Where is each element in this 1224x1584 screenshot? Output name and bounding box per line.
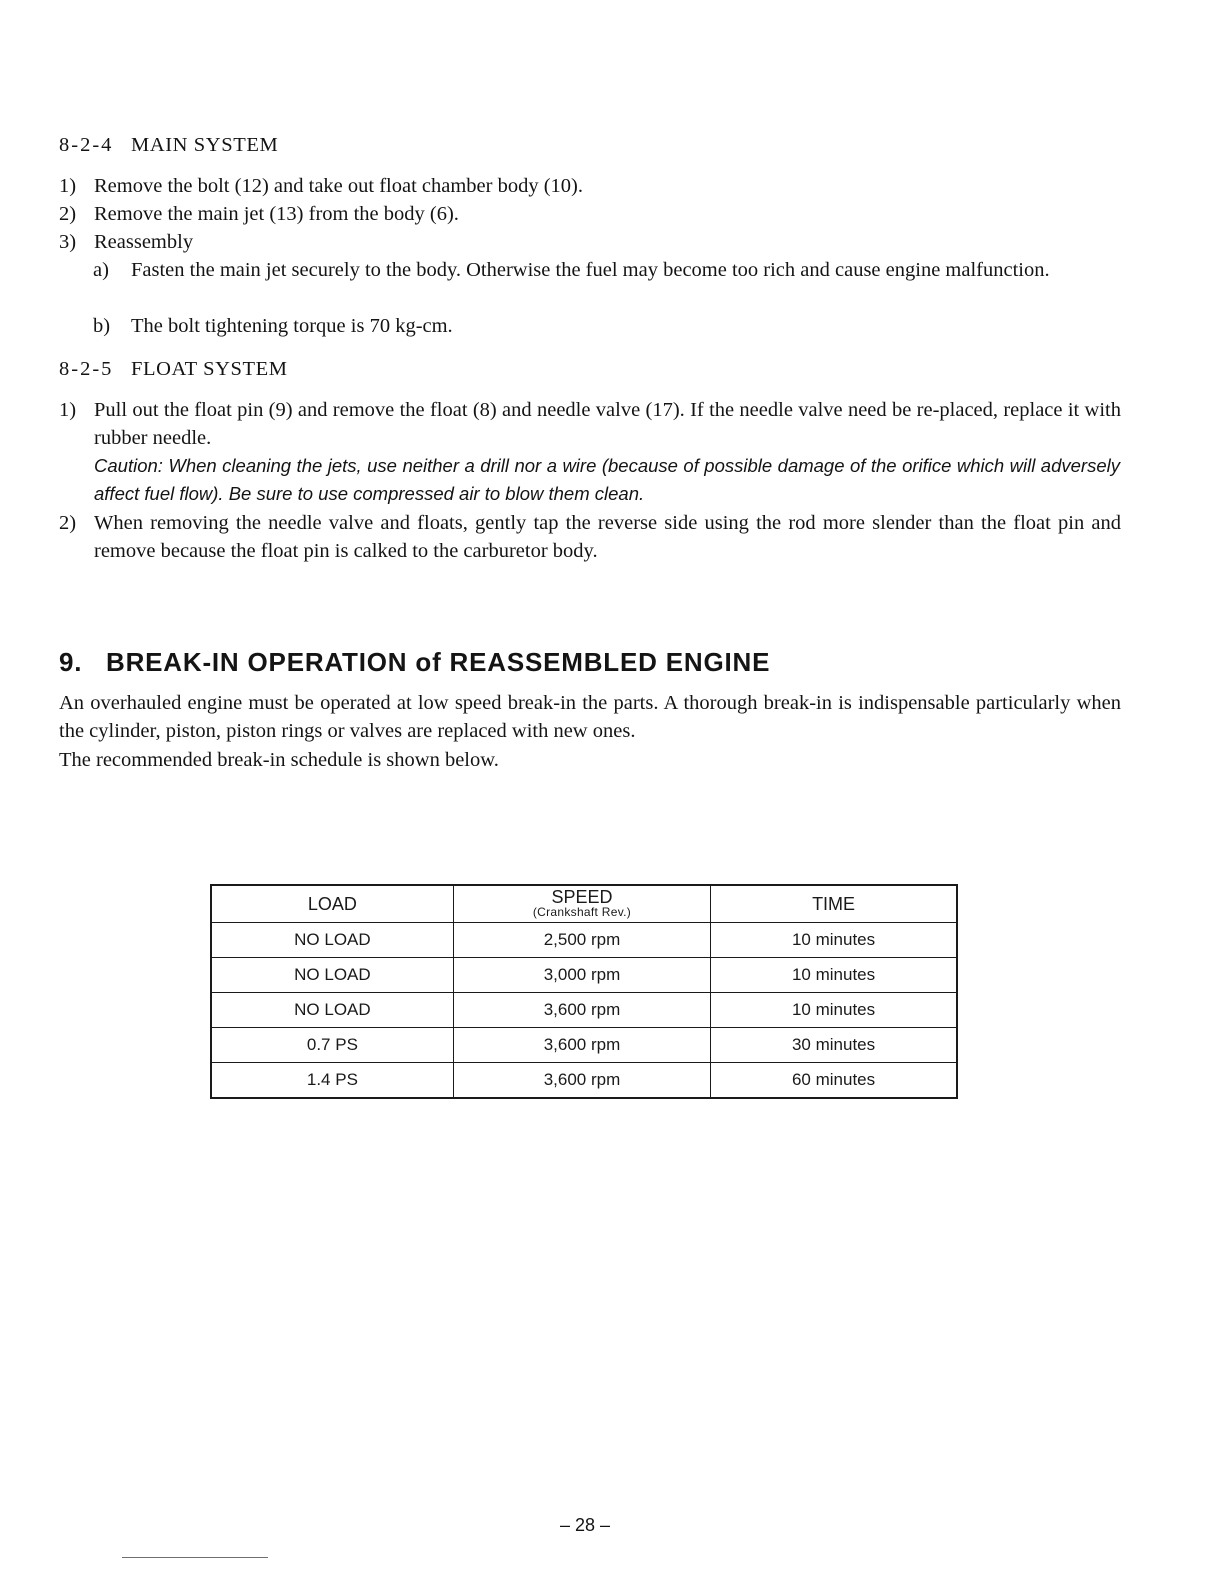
table-row [211,923,957,958]
chapter-number: 9. [59,647,83,677]
cell-time: 10 minutes [711,958,957,993]
list-item [59,228,1121,256]
cell-speed: 3,600 rpm [453,993,710,1028]
table-row [211,1063,957,1099]
break-in-schedule-table [210,884,958,1099]
schedule-note: The recommended break-in schedule is shown below. [59,749,499,771]
section-number: 8-2-4 [59,134,114,156]
cell-speed: 2,500 rpm [453,923,710,958]
section-number: 8-2-5 [59,358,114,380]
list-marker: b) [93,315,111,337]
cell-load: 1.4 PS [211,1063,453,1099]
header-speed-sub: (Crankshaft Rev.) [532,905,632,919]
list-text: When removing the needle valve and floats, gently tap the reverse side using the rod more slender than the float pin and remove because the float pin is calked to the carburetor body. [94,512,1121,562]
section-heading-float-system [59,355,288,383]
list-text: Remove the bolt (12) and take out float chamber body (10). [94,175,584,197]
section-title: FLOAT SYSTEM [131,358,288,380]
section-heading-main-system [59,131,278,159]
section-title: MAIN SYSTEM [131,134,279,156]
header-speed-label: SPEED [551,887,613,907]
caution-note: Caution: When cleaning the jets, use neither a drill nor a wire (because of possible damage of the orifice which will adversely affect fuel flow). Be sure to use compressed air to blow them clean. [94,455,1120,504]
header-speed [453,885,710,923]
cell-speed: 3,600 rpm [453,1063,710,1099]
cell-time: 30 minutes [711,1028,957,1063]
header-load: LOAD [211,885,453,923]
list-marker: 2) [59,203,77,225]
list-item [59,200,1121,228]
list-marker: 1) [59,175,77,197]
list-text: Reassembly [94,231,194,253]
page-number: – 28 – [559,1515,611,1535]
cell-load: NO LOAD [211,923,453,958]
cell-load: 0.7 PS [211,1028,453,1063]
header-time: TIME [711,885,957,923]
list-marker: a) [93,259,109,281]
cell-load: NO LOAD [211,993,453,1028]
list-item [59,396,1121,452]
cell-speed: 3,600 rpm [453,1028,710,1063]
chapter-heading [59,644,770,680]
footer-rule [122,1557,268,1558]
list-text: Pull out the float pin (9) and remove the float (8) and needle valve (17). If the needle valve need be re-placed, replace it with rubber needle. [94,399,1121,449]
table-header-row [211,885,957,923]
list-marker: 2) [59,512,77,534]
intro-paragraph: An overhauled engine must be operated at low speed break-in the parts. A thorough break-in is indispensable particularly when the cylinder, piston, piston rings or valves are replaced with new ones. [59,692,1121,742]
cell-time: 10 minutes [711,923,957,958]
list-marker: 1) [59,399,77,421]
list-text: Fasten the main jet securely to the body. Otherwise the fuel may become too rich and cause engine malfunction. [131,259,1050,281]
sub-list-item [93,312,1121,340]
cell-speed: 3,000 rpm [453,958,710,993]
cell-load: NO LOAD [211,958,453,993]
table-row [211,958,957,993]
list-text: The bolt tightening torque is 70 kg-cm. [131,315,453,337]
cell-time: 60 minutes [711,1063,957,1099]
list-item [59,509,1121,565]
list-marker: 3) [59,231,77,253]
cell-time: 10 minutes [711,993,957,1028]
list-text: Remove the main jet (13) from the body (6). [94,203,459,225]
list-item [59,172,1121,200]
sub-list-item [93,256,1121,284]
table-row [211,1028,957,1063]
chapter-title: BREAK-IN OPERATION of REASSEMBLED ENGINE [106,647,771,677]
table-row [211,993,957,1028]
